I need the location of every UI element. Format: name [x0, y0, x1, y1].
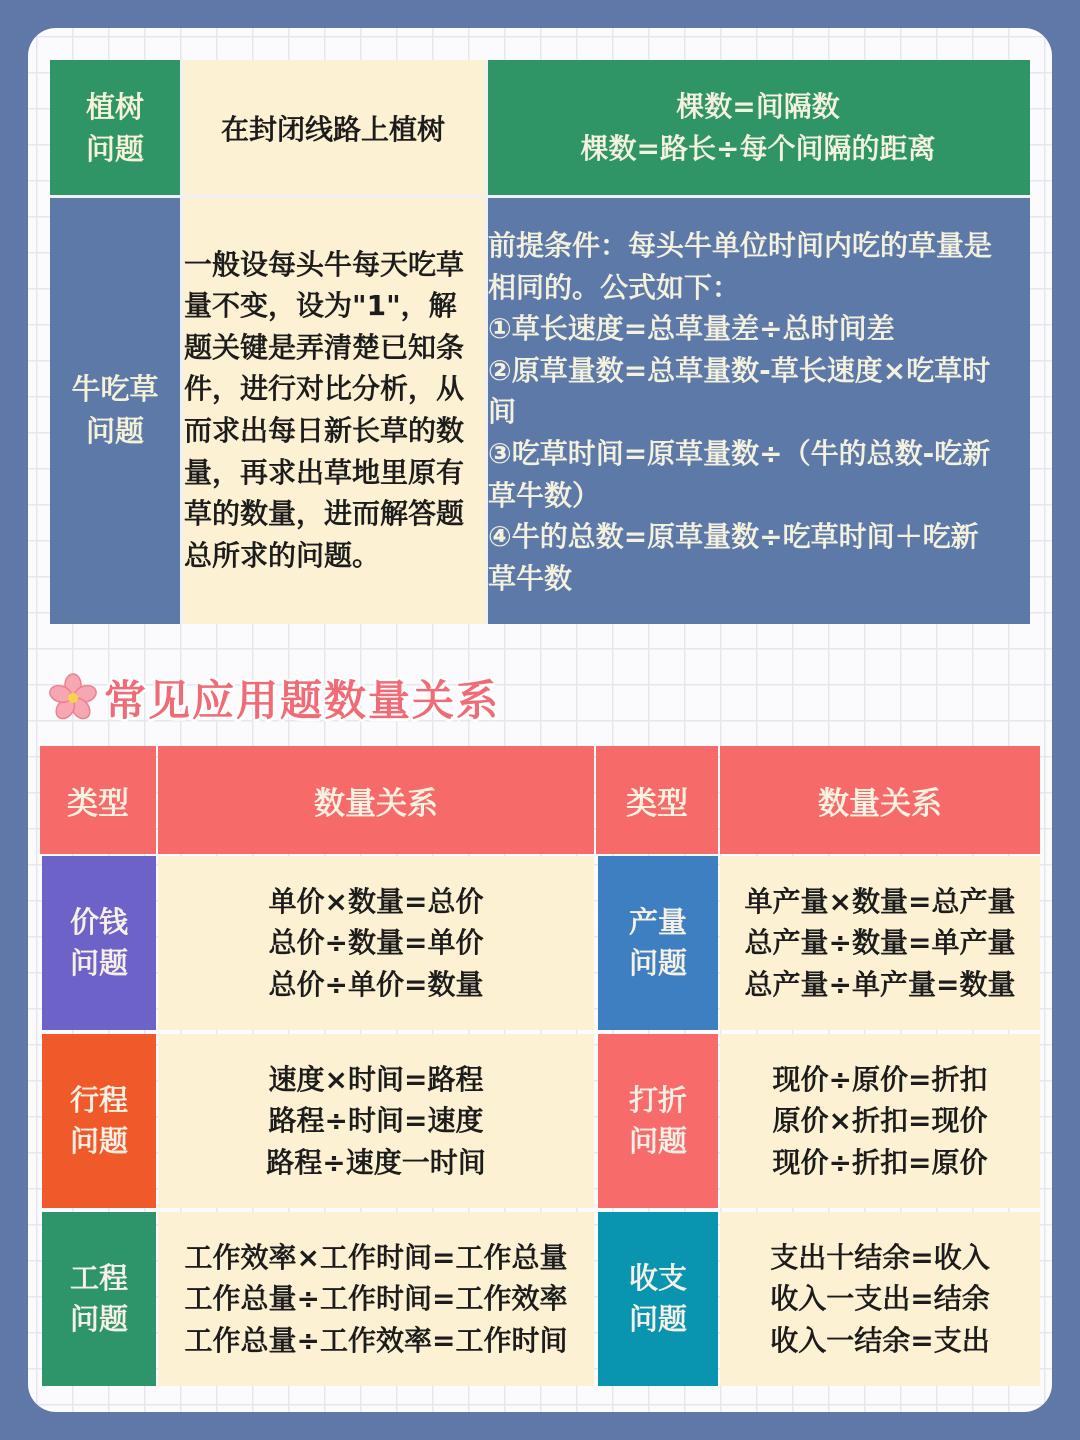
type-label: 工程 问题	[69, 1261, 128, 1336]
header-label: 数量关系	[818, 785, 942, 822]
formula-text: 前提条件：每头牛单位时间内吃的草量是 相同的。公式如下： ①草长速度=总草量差÷总时间差 ②原草量数=总草量数-草长速度×吃草时 间 ③吃草时间=原草量数÷（牛的总数-吃新 草牛数） ④牛的总数=原草量数÷吃草时间＋吃新 草牛数	[488, 229, 993, 595]
formula-cell-income	[720, 1212, 1040, 1386]
sakura-flower-icon	[48, 673, 98, 723]
formula-cell-production	[720, 856, 1040, 1030]
type-cell-travel	[42, 1034, 156, 1208]
header-relation-left	[158, 746, 594, 854]
method-text: 一般设每头牛每天吃草 量不变，设为"1"，解 题关键是弄清楚已知条 件，进行对比分析，从 而求出每日新长草的数 量，再求出草地里原有 草的数量，进而解答题 总所求的问题。	[184, 247, 465, 572]
section-heading	[48, 668, 500, 728]
header-label: 类型	[67, 785, 129, 822]
type-cell-income	[598, 1212, 718, 1386]
divider	[485, 60, 488, 624]
formula-cell-discount	[720, 1034, 1040, 1208]
header-label: 数量关系	[314, 785, 438, 822]
formula-cell-engineering	[158, 1212, 594, 1386]
formula-text: 单价×数量=总价 总价÷数量=单价 总价÷单价=数量	[268, 884, 484, 1001]
formula-cell-tree-planting	[486, 60, 1030, 196]
method-cell-cow-grass	[180, 196, 486, 624]
formula-text: 棵数=间隔数 棵数=路长÷每个间隔的距离	[580, 90, 936, 165]
type-label: 行程 问题	[69, 1083, 128, 1158]
formula-text: 工作效率×工作时间=工作总量 工作总量÷工作时间=工作效率 工作总量÷工作效率=工作时间	[184, 1240, 568, 1357]
formula-cell-price	[158, 856, 594, 1030]
type-label: 打折 问题	[628, 1083, 687, 1158]
type-label: 价钱 问题	[69, 905, 128, 980]
condition-cell	[180, 60, 486, 196]
formula-cell-travel	[158, 1034, 594, 1208]
formula-text: 速度×时间=路程 路程÷时间=速度 路程÷速度一时间	[266, 1062, 486, 1179]
divider	[180, 60, 183, 624]
type-label: 牛吃草 问题	[71, 372, 159, 448]
formula-text: 支出十结余=收入 收入一支出=结余 收入一结余=支出	[770, 1240, 990, 1357]
type-cell-production	[598, 856, 718, 1030]
type-cell-engineering	[42, 1212, 156, 1386]
type-cell-tree-planting	[50, 60, 180, 196]
section-title: 常见应用题数量关系	[104, 676, 501, 725]
divider	[50, 195, 1030, 198]
formula-text: 现价÷原价=折扣 原价×折扣=现价 现价÷折扣=原价	[772, 1062, 988, 1179]
type-cell-discount	[598, 1034, 718, 1208]
type-cell-price	[42, 856, 156, 1030]
condition-text: 在封闭线路上植树	[220, 113, 445, 146]
type-label: 植树 问题	[85, 90, 144, 166]
formula-text: 单产量×数量=总产量 总产量÷数量=单产量 总产量÷单产量=数量	[744, 884, 1016, 1001]
type-label: 产量 问题	[628, 905, 687, 980]
type-label: 收支 问题	[628, 1261, 687, 1336]
content-card	[28, 28, 1052, 1412]
header-type-right	[596, 746, 718, 854]
header-type-left	[40, 746, 156, 854]
header-relation-right	[720, 746, 1040, 854]
header-label: 类型	[626, 785, 688, 822]
type-cell-cow-grass	[50, 196, 180, 624]
formula-cell-cow-grass	[486, 196, 1030, 624]
